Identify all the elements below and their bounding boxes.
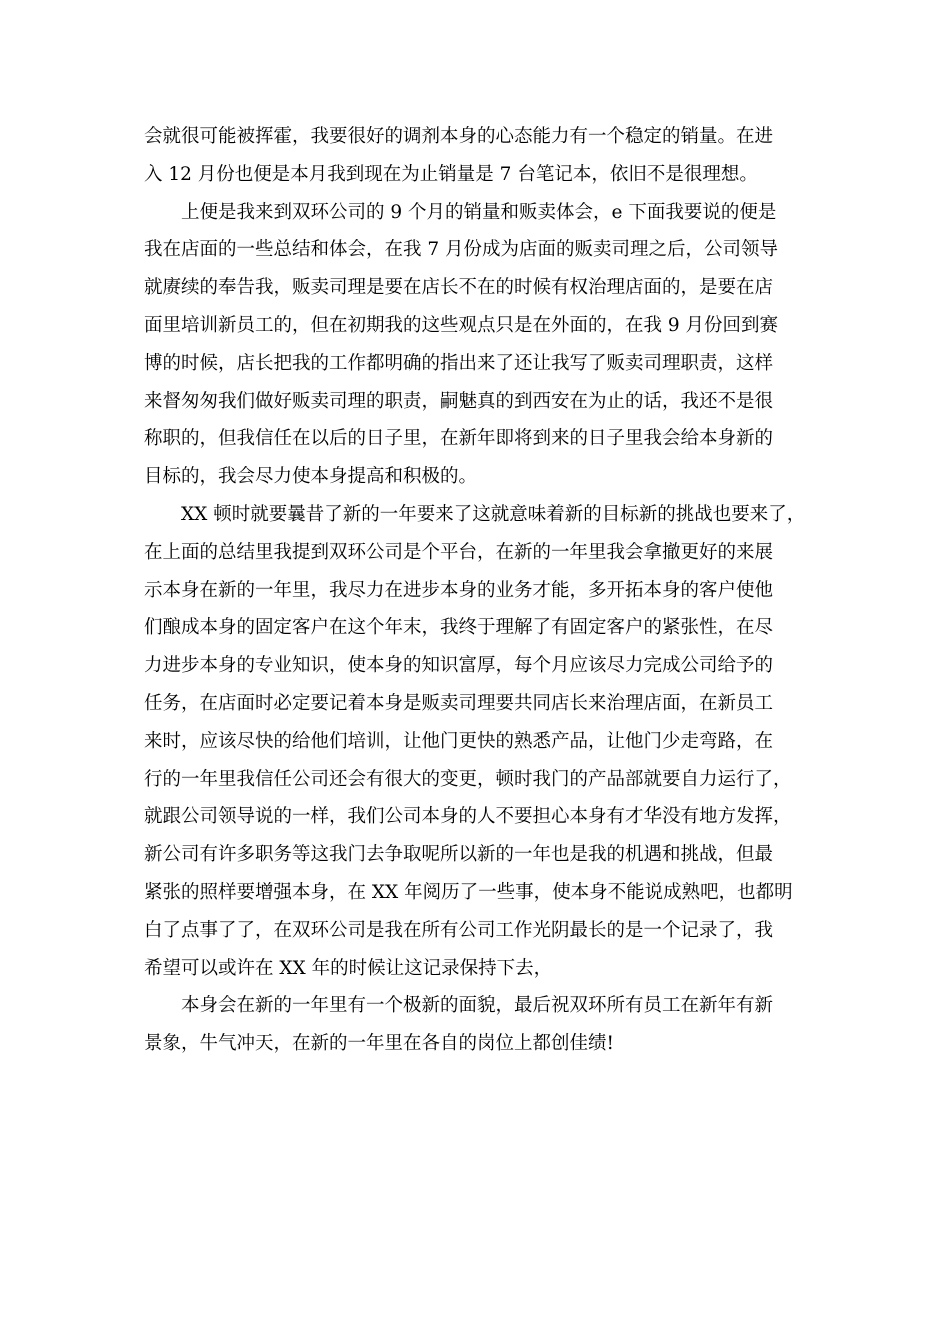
text-line: 目标的，我会尽力使本身提高和积极的。 bbox=[144, 466, 478, 488]
text-line: 入 12 月份也便是本月我到现在为止销量是 7 台笔记本，依旧不是很理想。 bbox=[144, 163, 758, 185]
text-line: 行的一年里我信任公司还会有很大的变更，顿时我门的产品部就要自力运行了， bbox=[144, 768, 792, 790]
text-line: 任务，在店面时必定要记着本身是贩卖司理要共同店长来治理店面，在新员工 bbox=[144, 692, 774, 714]
text-line: 就赓续的奉告我，贩卖司理是要在店长不在的时候有权治理店面的，是要在店 bbox=[144, 277, 774, 299]
paragraph-first-line: XX 顿时就要曩昔了新的一年要来了这就意味着新的目标新的挑战也要来了， bbox=[181, 503, 806, 525]
paragraph-first-line: 上便是我来到双环公司的 9 个月的销量和贩卖体会，e 下面我要说的便是 bbox=[181, 201, 777, 223]
text-line: 我在店面的一些总结和体会，在我 7 月份成为店面的贩卖司理之后，公司领导 bbox=[144, 239, 779, 261]
text-line: 会就很可能被挥霍，我要很好的调剂本身的心态能力有一个稳定的销量。在进 bbox=[144, 126, 774, 147]
text-line: 景象，牛气冲天，在新的一年里在各自的岗位上都创佳绩! bbox=[144, 1033, 614, 1055]
text-line: 示本身在新的一年里，我尽力在进步本身的业务才能，多开拓本身的客户使他 bbox=[144, 579, 774, 601]
text-line: 白了点事了了，在双环公司是我在所有公司工作光阴最长的是一个记录了，我 bbox=[144, 919, 774, 941]
paragraph-first-line: 本身会在新的一年里有一个极新的面貌，最后祝双环所有员工在新年有新 bbox=[181, 995, 774, 1017]
document-body bbox=[144, 118, 810, 1063]
text-line: 新公司有许多职务等这我门去争取呢所以新的一年也是我的机遇和挑战，但最 bbox=[144, 844, 774, 866]
text-line: 力进步本身的专业知识，使本身的知识富厚，每个月应该尽力完成公司给予的 bbox=[144, 655, 774, 677]
text-line: 们酿成本身的固定客户在这个年末，我终于理解了有固定客户的紧张性，在尽 bbox=[144, 617, 774, 639]
text-line: 来时，应该尽快的给他们培训，让他门更快的熟悉产品，让他门少走弯路，在 bbox=[144, 730, 774, 752]
text-line: 面里培训新员工的，但在初期我的这些观点只是在外面的，在我 9 月份回到赛 bbox=[144, 314, 779, 336]
text-line: 就跟公司领导说的一样，我们公司本身的人不要担心本身有才华没有地方发挥， bbox=[144, 806, 792, 828]
text-line: 希望可以或许在 XX 年的时候让这记录保持下去， bbox=[144, 957, 553, 979]
text-line: 博的时候，店长把我的工作都明确的指出来了还让我写了贩卖司理职责，这样 bbox=[144, 352, 774, 374]
text-line: 紧张的照样要增强本身，在 XX 年阅历了一些事，使本身不能说成熟吧，也都明 bbox=[144, 881, 793, 903]
text-line: 称职的，但我信任在以后的日子里，在新年即将到来的日子里我会给本身新的 bbox=[144, 428, 774, 450]
text-line: 在上面的总结里我提到双环公司是个平台，在新的一年里我会拿撤更好的来展 bbox=[144, 541, 774, 563]
text-line: 来督匆匆我们做好贩卖司理的职责，嗣魅真的到西安在为止的话，我还不是很 bbox=[144, 390, 774, 412]
